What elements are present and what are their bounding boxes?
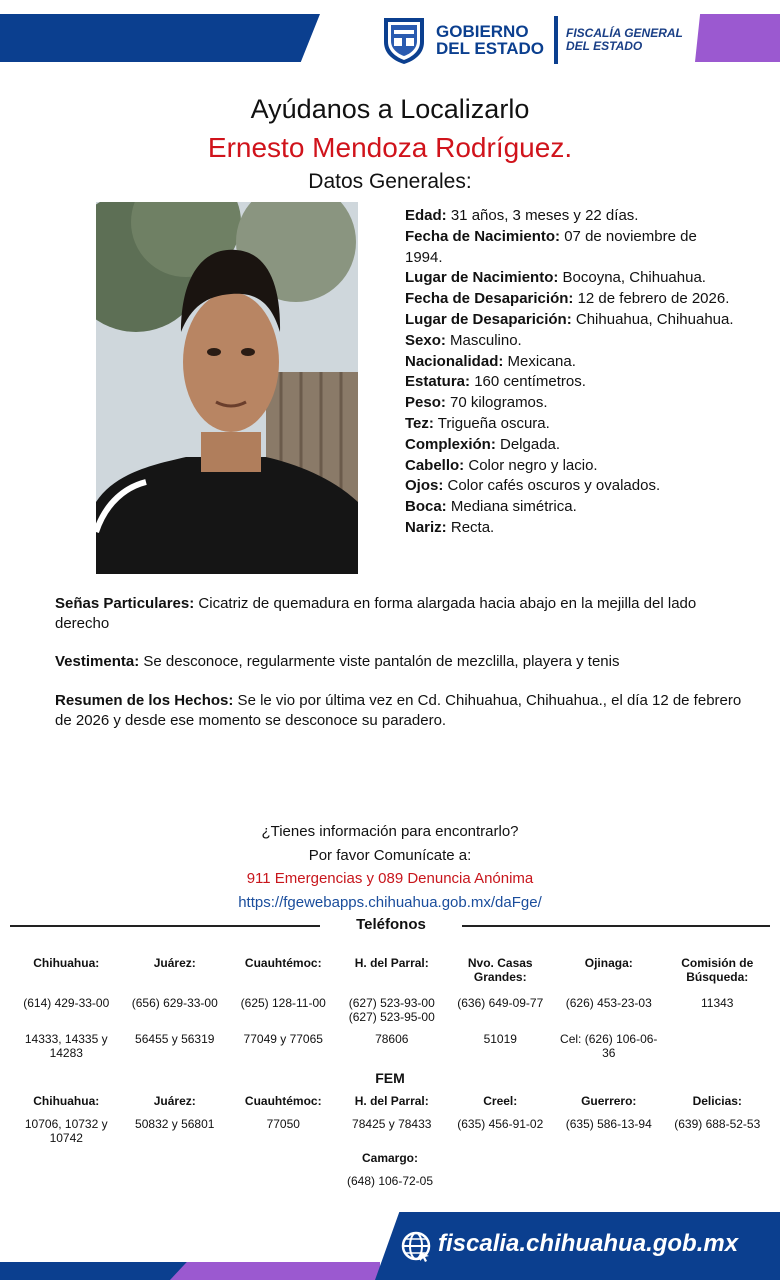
detail-complexion xyxy=(405,435,735,456)
fem-header: Chihuahua: xyxy=(33,1094,100,1108)
fem-value: (635) 586-13-94 xyxy=(565,1117,652,1131)
fem-header: Cuauhtémoc: xyxy=(244,1094,322,1108)
tel-ext: 77049 y 77065 xyxy=(243,1032,323,1046)
detail-label: Sexo: xyxy=(405,331,446,349)
detail-lugar-desaparicion xyxy=(405,310,735,331)
detail-label: Lugar de Nacimiento: xyxy=(405,269,559,287)
telefonos-title: Teléfonos xyxy=(356,916,426,933)
detail-cabello xyxy=(405,456,735,477)
detail-fecha-nacimiento xyxy=(405,227,735,269)
tel-ext: 78606 xyxy=(375,1032,409,1046)
detail-peso xyxy=(405,393,735,414)
gobierno-text xyxy=(436,23,544,57)
state-shield-icon xyxy=(380,14,428,66)
footer-purple-band xyxy=(170,1262,380,1280)
person-photo xyxy=(96,202,358,574)
tel-phone: (626) 453-23-03 xyxy=(565,996,652,1010)
detail-label: Cabello: xyxy=(405,456,465,474)
fem-header: Delicias: xyxy=(692,1094,742,1108)
divider-left xyxy=(10,925,320,927)
detail-label: Ojos: xyxy=(405,477,444,495)
fis-line1: FISCALÍA GENERAL xyxy=(566,26,683,40)
fiscalia-text xyxy=(566,27,683,53)
vestimenta xyxy=(55,652,745,672)
fem-value: 10706, 10732 y 10742 xyxy=(24,1117,108,1145)
telefonos-phones xyxy=(12,996,772,1024)
fem-header: Guerrero: xyxy=(581,1094,637,1108)
gov-line1: GOBIERNO xyxy=(436,22,529,41)
detail-tez xyxy=(405,414,735,435)
tel-header: Juárez: xyxy=(153,956,196,970)
tel-ext: 51019 xyxy=(483,1032,517,1046)
logo-divider xyxy=(554,16,558,64)
tel-header: Chihuahua: xyxy=(33,956,100,970)
detail-label: Nacionalidad: xyxy=(405,352,504,370)
tel-header: Ojinaga: xyxy=(584,956,633,970)
header-blue-band xyxy=(0,14,320,62)
detail-value: Trigueña oscura. xyxy=(433,414,550,432)
telefonos-headers xyxy=(12,956,772,984)
footer-website-link[interactable]: fiscalia.chihuahua.gob.mx xyxy=(438,1230,739,1257)
vestimenta-label: Vestimenta: xyxy=(55,653,140,670)
tel-header: Nvo. Casas Grandes: xyxy=(467,956,533,984)
detail-label: Edad: xyxy=(405,207,447,224)
fem-header: Juárez: xyxy=(153,1094,196,1108)
detail-value: Mexicana. xyxy=(503,352,576,370)
tel-phone: (627) 523-93-00 (627) 523-95-00 xyxy=(348,996,435,1024)
tel-phone: (625) 128-11-00 xyxy=(240,996,326,1010)
detail-value: 31 años, 3 meses y 22 días. xyxy=(446,207,639,224)
tel-phone: (614) 429-33-00 xyxy=(23,996,110,1010)
detail-value: Color negro y lacio. xyxy=(464,456,598,474)
detail-label: Nariz: xyxy=(405,518,447,536)
detail-value: Recta. xyxy=(446,518,495,536)
resumen-value: Se le vio por última vez en Cd. Chihuahua, Chihuahua., el día 12 de febrero de 2026 y desde ese momento se desconoce su paradero. xyxy=(55,692,742,729)
detail-sexo xyxy=(405,331,735,352)
divider-right xyxy=(462,925,770,927)
detail-value: Chihuahua, Chihuahua. xyxy=(571,310,734,328)
tel-phone: 11343 xyxy=(701,996,734,1010)
fem-header: Creel: xyxy=(483,1094,518,1108)
detail-value: 12 de febrero de 2026. xyxy=(573,290,730,308)
detail-ojos xyxy=(405,476,735,497)
tel-header: Comisión de Búsqueda: xyxy=(681,956,754,984)
detail-label: Tez: xyxy=(405,414,434,432)
person-name: Ernesto Mendoza Rodríguez. xyxy=(207,132,573,163)
detail-nacionalidad xyxy=(405,352,735,373)
tel-header: H. del Parral: xyxy=(354,956,429,970)
tel-ext: 14333, 14335 y 14283 xyxy=(24,1032,108,1060)
senas-label: Señas Particulares: xyxy=(55,595,195,612)
telefonos-extensions xyxy=(12,1032,772,1060)
detail-label: Estatura: xyxy=(405,373,471,391)
general-data-list xyxy=(405,206,735,539)
gov-line2: DEL ESTADO xyxy=(436,39,544,58)
fem-value: 78425 y 78433 xyxy=(352,1117,432,1131)
detail-value: Masculino. xyxy=(445,331,522,349)
section-subtitle: Datos Generales: xyxy=(308,170,472,193)
fem-value: 50832 y 56801 xyxy=(135,1117,215,1131)
tel-ext: Cel: (626) 106-06-36 xyxy=(560,1032,658,1060)
detail-value: Color cafés oscuros y ovalados. xyxy=(443,477,661,495)
tel-header: Cuauhtémoc: xyxy=(244,956,322,970)
detail-value: Delgada. xyxy=(495,435,561,453)
fem-title: FEM xyxy=(375,1070,405,1086)
contact-question: ¿Tienes información para encontrarlo? xyxy=(261,823,519,840)
fis-line2: DEL ESTADO xyxy=(566,39,643,53)
senas-value: Cicatriz de quemadura en forma alargada hacia abajo en la mejilla del lado derecho xyxy=(55,595,697,632)
detail-label: Complexión: xyxy=(405,435,496,453)
contact-block xyxy=(0,820,780,914)
tel-phone: (636) 649-09-77 xyxy=(457,996,544,1010)
fem-headers xyxy=(12,1094,772,1108)
detail-lugar-nacimiento xyxy=(405,268,735,289)
fem-value: (639) 688-52-53 xyxy=(674,1117,761,1131)
detail-label: Boca: xyxy=(405,498,447,516)
fem-header: H. del Parral: xyxy=(354,1094,429,1108)
tel-phone: (656) 629-33-00 xyxy=(131,996,218,1010)
header-purple-band xyxy=(695,14,780,62)
detail-label: Fecha de Nacimiento: xyxy=(405,227,561,245)
government-logo xyxy=(380,12,683,68)
globe-icon xyxy=(400,1230,432,1262)
contact-please: Por favor Comunícate a: xyxy=(308,846,472,864)
detail-value: 160 centímetros. xyxy=(470,373,586,391)
camargo-label: Camargo: xyxy=(361,1151,418,1165)
detail-nariz xyxy=(405,518,735,539)
detail-label: Peso: xyxy=(405,394,446,412)
detail-label: Fecha de Desaparición: xyxy=(405,290,574,308)
detail-estatura xyxy=(405,372,735,393)
resumen-label: Resumen de los Hechos: xyxy=(55,692,234,709)
fem-value: (635) 456-91-02 xyxy=(457,1117,544,1131)
detail-fecha-desaparicion xyxy=(405,289,735,310)
vestimenta-value: Se desconoce, regularmente viste pantalón de mezclilla, playera y tenis xyxy=(139,653,620,670)
detail-edad xyxy=(405,206,735,227)
detail-value: Mediana simétrica. xyxy=(446,498,577,516)
detail-value: 70 kilogramos. xyxy=(445,394,548,412)
fem-values xyxy=(12,1117,772,1145)
detail-value: Bocoyna, Chihuahua. xyxy=(558,269,706,287)
senas-particulares xyxy=(55,594,745,634)
emergency-numbers: 911 Emergencias y 089 Denuncia Anónima xyxy=(246,870,534,887)
tel-ext: 56455 y 56319 xyxy=(135,1032,215,1046)
detail-value: 07 de noviembre de 1994. xyxy=(405,227,697,266)
camargo-value: (648) 106-72-05 xyxy=(346,1174,434,1188)
detail-boca xyxy=(405,497,735,518)
fem-value: 77050 xyxy=(266,1117,300,1131)
page-title: Ayúdanos a Localizarlo xyxy=(250,94,530,124)
tel-ext xyxy=(663,1032,772,1060)
detail-label: Lugar de Desaparición: xyxy=(405,310,572,328)
resumen-hechos xyxy=(55,691,745,731)
contact-url-link[interactable]: https://fgewebapps.chihuahua.gob.mx/daFge/ xyxy=(238,893,542,911)
